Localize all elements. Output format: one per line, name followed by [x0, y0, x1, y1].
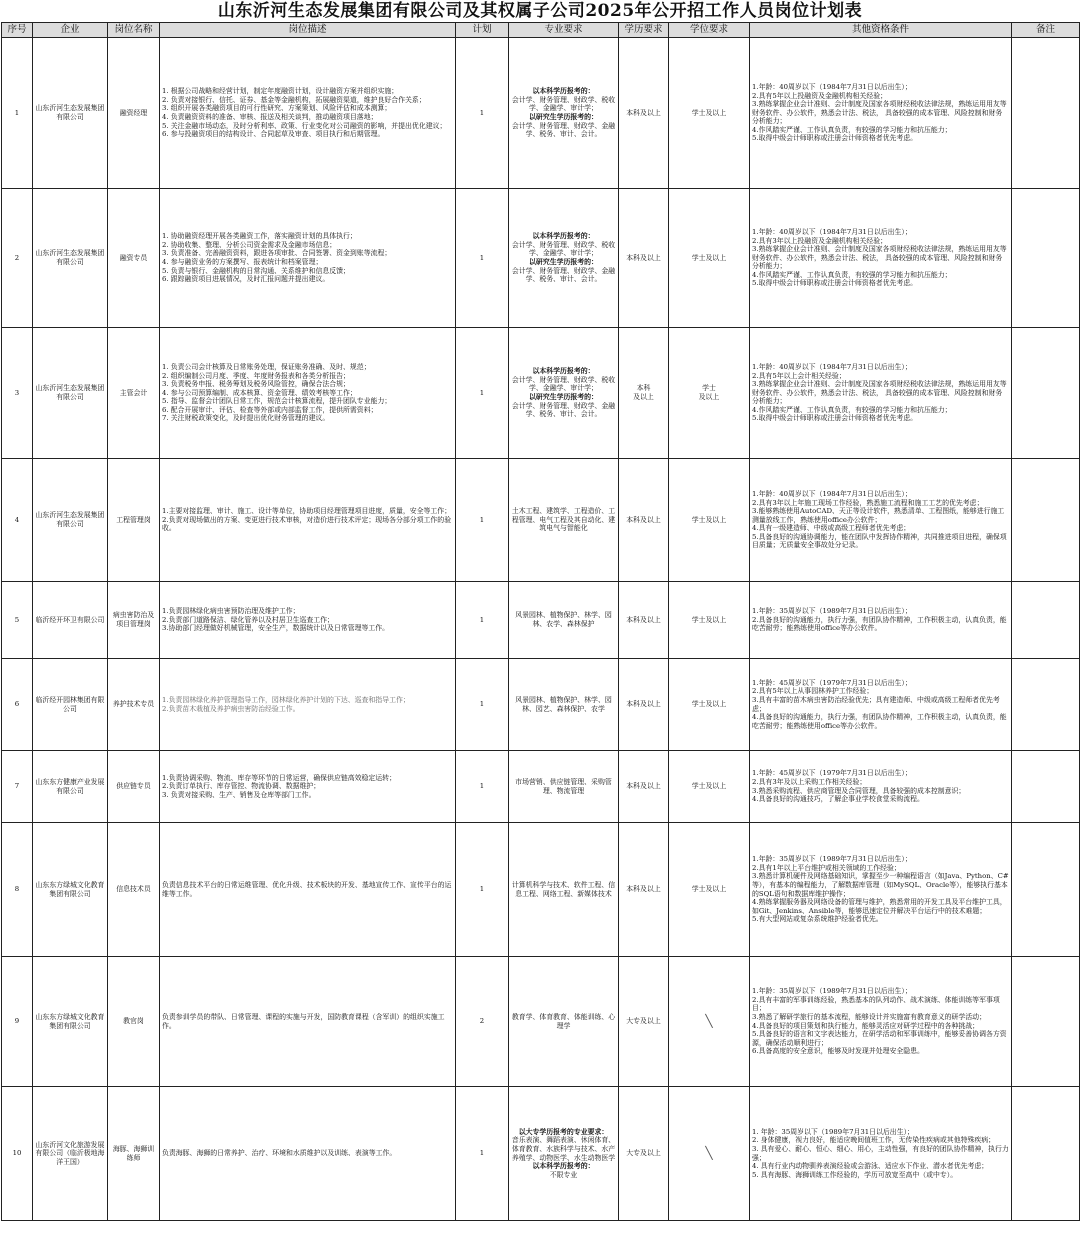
row-number — [2, 189, 33, 328]
plan-count-text: 1 — [479, 1149, 485, 1158]
position-name — [108, 582, 160, 659]
position-name — [108, 751, 160, 823]
company-name — [33, 957, 108, 1087]
qualification-line: 4.具备良好的沟通能力，执行力强，有团队协作精神，工作积极主动，认真负责，能吃苦耐劳；能熟练使用office等办公软件。 — [752, 713, 1007, 730]
qualification-line: 5. 具有海豚、海狮训练工作经验的，学历可放宽至高中（或中专）。 — [752, 1170, 958, 1179]
plan-count-text: 1 — [479, 515, 485, 524]
header-company: 企业 — [33, 23, 108, 38]
company-name — [33, 659, 108, 751]
position-name — [108, 1087, 160, 1221]
education-text: 本科及以上 — [626, 515, 661, 524]
degree-text: 学士及以上 — [691, 108, 727, 117]
position-description — [160, 328, 456, 459]
education-requirement — [619, 957, 669, 1087]
plan-count — [456, 823, 509, 957]
education-requirement — [619, 459, 669, 582]
degree-text: ╲ — [705, 1146, 713, 1161]
education-text: 本科及以上 — [626, 885, 661, 894]
company-name-text: 山东沂河生态发展集团有限公司 — [35, 249, 105, 266]
major-text: 土木工程、建筑学、工程造价、工程管理、电气工程及其自动化、建筑电气与智能化 — [511, 507, 616, 533]
major-bachelor-label: 以大专学历报考的专业要求： — [518, 1127, 609, 1136]
other-qualifications — [750, 751, 1012, 823]
row-number — [2, 751, 33, 823]
description-line: 6. 配合开展审计、评估、检查等外部或内部监督工作，提供所需资料； — [162, 405, 378, 414]
other-qualifications — [750, 582, 1012, 659]
row-number-text: 4 — [14, 515, 20, 524]
degree-text: 学士及以上 — [691, 515, 727, 524]
degree-requirement — [669, 659, 750, 751]
description-line: 2. 协助收集、整理、分析公司资金需求及金融市场信息； — [162, 240, 337, 249]
row-number — [2, 328, 33, 459]
company-name — [33, 189, 108, 328]
position-name-text: 工程管理岗 — [116, 515, 151, 524]
plan-count-text: 1 — [479, 253, 485, 262]
table-row — [2, 1087, 1080, 1221]
major-bachelor-list: 会计学、财务管理、财政学、税收学、金融学、审计学； — [511, 95, 616, 113]
plan-count-text: 1 — [479, 615, 485, 624]
degree-requirement — [669, 823, 750, 957]
description-line: 2.负责苗木栽植及养护病虫害防治经验工作。 — [162, 704, 300, 713]
description-line: 1. 协助融资经理开展各类融资工作，落实融资计划的具体执行； — [162, 232, 357, 241]
recruitment-table — [1, 22, 1080, 1221]
row-number-text: 3 — [14, 388, 20, 397]
qualification-line: 1.年龄：45周岁以下（1979年7月31日以后出生）； — [752, 769, 912, 778]
degree-text: 学士 及以上 — [698, 384, 720, 401]
company-name-text: 山东东方绿城文化教育集团有限公司 — [35, 880, 105, 898]
header-major: 专业要求 — [509, 23, 619, 38]
major-bachelor-label: 以本科学历报考的： — [532, 232, 595, 241]
major-requirement — [509, 957, 619, 1087]
degree-text: 学士及以上 — [691, 885, 727, 894]
qualification-line: 3.熟练掌握企业会计准则、会计制度及国家各项财经税收法律法规，熟练运用用友等财务软件、办公软件，熟悉会计法、税法， 具备较强的成本管理、风险控制和财务分析能力； — [752, 100, 1007, 126]
position-name — [108, 459, 160, 582]
education-text: 本科及以上 — [626, 253, 661, 262]
qualification-line: 3.能够熟练使用AutoCAD、天正等设计软件，熟悉清单、工程图纸，能够进行施工测量放线工作，熟练使用office办公软件； — [752, 507, 1005, 524]
qualification-line: 2.具有5年以上从事园林养护工作经验； — [752, 687, 874, 696]
note — [1012, 751, 1080, 823]
education-text: 本科及以上 — [626, 615, 661, 624]
qualification-line: 4.具有一级建造师、中级或高级工程师者优先考虑； — [752, 524, 911, 533]
qualification-line: 4.熟练掌握服务器及网络设备的管理与维护，熟悉常用的开发工具及平台维护工具，如Git、Jenkins、Ansible等，能够迅速定位并解决平台运行中的技术难题； — [752, 898, 1007, 915]
row-number — [2, 1087, 33, 1221]
qualification-line: 4.具备良好的沟通技巧，了解企事业学校食堂采购流程。 — [752, 795, 924, 804]
description-line: 1.负责园林绿化养护管理指导工作，园林绿化养护计划的下达、巡查和指导工作； — [162, 695, 410, 704]
description-line: 2. 负责对接银行、信托、证券、基金等金融机构，拓展融资渠道，维护良好合作关系； — [162, 95, 426, 104]
note — [1012, 459, 1080, 582]
qualification-line: 4.作风踏实严谨、工作认真负责，有较强的学习能力和抗压能力； — [752, 125, 952, 134]
company-name — [33, 823, 108, 957]
degree-requirement — [669, 957, 750, 1087]
degree-text: 学士及以上 — [691, 615, 727, 624]
major-text: 风景园林、植物保护、林学、园林、园艺、森林保护、农学 — [515, 695, 612, 713]
description-line: 1.负责协调采购、物流、库存等环节的日常运营，确保供应链高效稳定运转； — [162, 773, 396, 782]
company-name — [33, 459, 108, 582]
qualification-line: 2.具有5年以上投融资及金融机构相关经验； — [752, 91, 887, 100]
qualification-line: 1. 年龄：35周岁以下（1989年7月31日以后出生）； — [752, 1127, 914, 1136]
major-requirement — [509, 751, 619, 823]
qualification-line: 5.取得中级会计师职称或注册会计师资格者优先考虑。 — [752, 414, 918, 423]
position-name-text: 信息技术员 — [116, 885, 151, 894]
description-line: 5. 关注金融市场动态，及时分析利率、政策、行业变化对公司融资的影响，并提出优化建议； — [162, 121, 447, 130]
position-description — [160, 582, 456, 659]
qualification-line: 2.具有3年以上投融资及金融机构相关经验； — [752, 236, 887, 245]
education-text: 本科及以上 — [626, 782, 661, 791]
row-number — [2, 957, 33, 1087]
table-row — [2, 957, 1080, 1087]
major-bachelor-list: 会计学、财务管理、财政学、税收学、金融学、审计学； — [511, 240, 616, 258]
degree-requirement — [669, 582, 750, 659]
row-number-text: 1 — [14, 108, 20, 117]
position-description — [160, 459, 456, 582]
qualification-line: 3.熟悉了解研学旅行的基本流程，能够设计并实施富有教育意义的研学活动； — [752, 1012, 986, 1021]
description-line: 负责参训学员的带队、日常管理、课程的实施与开发，国防教育课程（含军训）的组织实施工作。 — [162, 1012, 445, 1030]
table-row — [2, 823, 1080, 957]
company-name — [33, 582, 108, 659]
major-graduate-list: 不限专业 — [549, 1170, 578, 1179]
qualification-line: 5.具备良好的沟通协调能力，能在团队中发挥协作精神，共同推进项目进程，确保项目质量；无质量安全事故处分记录。 — [752, 532, 1007, 550]
qualification-line: 3. 具有爱心、耐心、恒心、细心、用心，主动性强，有良好的团队协作精神，执行力强； — [752, 1144, 1009, 1162]
note — [1012, 823, 1080, 957]
qualification-line: 4.作风踏实严谨、工作认真负责，有较强的学习能力和抗压能力； — [752, 405, 952, 414]
qualification-line: 3.熟悉计算机硬件及网络基础知识，掌握至少一种编程语言（如Java、Python、C#等），有基本的编程能力，了解数据库管理（如MySQL、Oracle等），能够执行基本的SQL语句和数据库维护操作； — [752, 872, 1009, 898]
major-graduate-list: 会计学、财务管理、财政学、金融学、税务、审计、会计。 — [511, 266, 616, 284]
description-line: 5. 指导、监督会计团队日常工作，规范会计核算流程，提升团队专业能力； — [162, 397, 392, 406]
company-name-text: 山东沂河生态发展集团有限公司 — [35, 511, 105, 528]
note — [1012, 328, 1080, 459]
position-name-text: 养护技术专员 — [112, 700, 155, 709]
row-number — [2, 823, 33, 957]
description-line: 1.负责园林绿化病虫害预防治理及维护工作； — [162, 607, 300, 616]
description-line: 4. 负责融资资料的准备、审核、报送及相关谈判，推动融资项目落地； — [162, 113, 378, 121]
plan-count-text: 2 — [479, 1017, 485, 1026]
header-description: 岗位描述 — [160, 23, 456, 38]
description-line: 6. 参与投融资项目的结构设计、合同起草及审查、项目执行和后期管理。 — [162, 130, 385, 139]
qualification-line: 1.年龄：45周岁以下（1979年7月31日以后出生）； — [752, 678, 912, 687]
education-requirement — [619, 582, 669, 659]
degree-requirement — [669, 459, 750, 582]
note — [1012, 1087, 1080, 1221]
qualification-line: 3.熟悉采购流程、供应商管理及合同管理，具备较强的成本控制意识； — [752, 786, 966, 795]
table-row — [2, 328, 1080, 459]
note — [1012, 957, 1080, 1087]
description-line: 6. 跟踪融资项目进展情况，及时汇报问题并提出建议。 — [162, 275, 330, 284]
qualification-line: 3.熟练掌握企业会计准则、会计制度及国家各项财经税收法律法规，熟练运用用友等财务软件、办公软件，熟悉会计法、税法， 具备较强的成本管理、风险控制和财务分析能力； — [752, 380, 1007, 406]
major-requirement — [509, 823, 619, 957]
description-line: 1. 负责公司会计核算及日常账务处理，保证账务准确、及时、规范； — [162, 362, 371, 371]
plan-count — [456, 659, 509, 751]
plan-count — [456, 328, 509, 459]
position-description — [160, 823, 456, 957]
plan-count-text: 1 — [479, 388, 485, 397]
other-qualifications — [750, 189, 1012, 328]
major-bachelor-label: 以本科学历报考的： — [532, 87, 595, 96]
row-number-text: 7 — [14, 782, 20, 791]
header-education: 学历要求 — [619, 23, 669, 38]
description-line: 4. 参与融资业务的方案撰写、报表统计和档案管理； — [162, 258, 323, 266]
plan-count — [456, 751, 509, 823]
page-title: 山东沂河生态发展集团有限公司及其权属子公司2025年公开招工作人员岗位计划表 — [217, 1, 863, 21]
row-number — [2, 459, 33, 582]
plan-count — [456, 189, 509, 328]
company-name-text: 山东东方健康产业发展有限公司 — [35, 777, 105, 795]
row-number-text: 9 — [14, 1017, 20, 1026]
position-name — [108, 957, 160, 1087]
major-requirement — [509, 38, 619, 189]
major-text: 计算机科学与技术、软件工程、信息工程、网络工程、新媒体技术 — [511, 880, 616, 898]
education-requirement — [619, 38, 669, 189]
description-line: 2.负责部门道路保洁、绿化管养以及村居卫生巡查工作； — [162, 615, 334, 624]
degree-text: 学士及以上 — [691, 700, 727, 709]
major-text: 教育学、体育教育、体能训练、心理学 — [511, 1012, 616, 1030]
other-qualifications — [750, 823, 1012, 957]
plan-count — [456, 957, 509, 1087]
note — [1012, 189, 1080, 328]
major-graduate-label: 以研究生学历报考的： — [529, 258, 598, 266]
row-number-text: 2 — [14, 253, 20, 262]
qualification-line: 6.具备高度的安全意识，能够及时发现并处理安全隐患。 — [752, 1047, 924, 1056]
other-qualifications — [750, 1087, 1012, 1221]
position-description — [160, 189, 456, 328]
major-graduate-label: 以研究生学历报考的： — [529, 393, 598, 401]
education-requirement — [619, 751, 669, 823]
description-line: 2.负责订单执行、库存管控、物流协调、数据维护； — [162, 782, 321, 791]
qualification-line: 2.具有3年及以上采购工作相关经验； — [752, 777, 867, 786]
position-name-text: 海豚、海狮训练师 — [112, 1144, 155, 1162]
major-text: 市场营销、供应链管理、采购管理、物流管理 — [515, 777, 612, 795]
row-number-text: 8 — [14, 885, 20, 894]
description-line: 3. 负责准备、完善融资资料，跟进各项审批、合同签署、资金到账等流程； — [162, 249, 392, 258]
row-number-text: 6 — [14, 700, 20, 709]
qualification-line: 1.年龄：40周岁以下（1984年7月31日以后出生）； — [752, 82, 912, 91]
education-requirement — [619, 823, 669, 957]
other-qualifications — [750, 459, 1012, 582]
position-description — [160, 751, 456, 823]
degree-requirement — [669, 1087, 750, 1221]
description-line: 负责信息技术平台的日常运维管理、优化升级、技术板块的开发、基地宣传工作、宣传平台的运维等工作。 — [162, 880, 452, 898]
table-row — [2, 459, 1080, 582]
qualification-line: 2.具备良好的沟通能力，执行力强，有团队协作精神，工作积极主动，认真负责，能吃苦耐劳；能熟练使用office等办公软件。 — [752, 615, 1007, 633]
education-requirement — [619, 189, 669, 328]
position-name-text: 教官岗 — [123, 1017, 144, 1026]
description-line: 3. 负责税务申报、税务筹划及税务风险管控，确保合法合规； — [162, 380, 350, 389]
header-plan: 计划 — [456, 23, 509, 38]
description-line: 2. 组织编制公司月度、季度、年度财务报表和各类分析报告； — [162, 371, 350, 380]
header-note: 备注 — [1012, 23, 1080, 38]
position-description — [160, 38, 456, 189]
row-number — [2, 582, 33, 659]
qualification-line: 3.熟练掌握企业会计准则、会计制度及国家各项财经税收法律法规，熟练运用用友等财务软件、办公软件，熟悉会计法、税法， 具备较强的成本管理、风险控制和财务分析能力； — [752, 245, 1007, 271]
row-number-text: 5 — [14, 615, 20, 624]
major-text: 风景园林、植物保护、林学、园林、农学、森林保护 — [515, 611, 612, 628]
plan-count — [456, 582, 509, 659]
position-description — [160, 659, 456, 751]
header-no: 序号 — [2, 23, 33, 38]
qualification-line: 1.年龄：35周岁以下（1989年7月31日以后出生）； — [752, 855, 912, 864]
degree-text: 学士及以上 — [691, 782, 727, 791]
company-name — [33, 751, 108, 823]
header-other: 其他资格条件 — [750, 23, 1012, 38]
qualification-line: 1.年龄：35周岁以下（1989年7月31日以后出生）； — [752, 607, 912, 616]
qualification-line: 1.年龄：40周岁以下（1984年7月31日以后出生）； — [752, 489, 912, 498]
major-requirement — [509, 582, 619, 659]
position-name — [108, 189, 160, 328]
plan-count-text: 1 — [479, 700, 485, 709]
qualification-line: 4.具备良好的项目策划和执行能力，能够灵活应对研学过程中的各种挑战； — [752, 1021, 980, 1030]
company-name-text: 山东东方绿城文化教育集团有限公司 — [35, 1012, 105, 1030]
degree-requirement — [669, 38, 750, 189]
qualification-line: 1.年龄：35周岁以下（1989年7月31日以后出生）； — [752, 987, 912, 996]
education-text: 大专及以上 — [626, 1149, 661, 1158]
header-row — [2, 23, 1080, 38]
major-bachelor-list: 音乐表演、舞蹈表演、休闲体育、体育教育、水族科学与技术、水产养殖学、动物医学、水生动物医学 — [511, 1136, 616, 1162]
description-line: 7. 关注财税政策变化，及时提出优化财务管理的建议。 — [162, 414, 330, 423]
header-degree: 学位要求 — [669, 23, 750, 38]
company-name-text: 临沂经开环卫有限公司 — [35, 615, 105, 624]
row-number — [2, 659, 33, 751]
position-name — [108, 38, 160, 189]
position-name-text: 融资经理 — [119, 108, 148, 117]
row-number-text: 10 — [12, 1149, 22, 1158]
position-name-text: 病虫害防治及项目管理岗 — [112, 611, 155, 628]
other-qualifications — [750, 38, 1012, 189]
header-position: 岗位名称 — [108, 23, 160, 38]
qualification-line: 5.有大型网站或复杂系统维护经验者优先。 — [752, 915, 883, 924]
company-name-text: 山东沂河生态发展集团有限公司 — [35, 384, 105, 401]
table-row — [2, 659, 1080, 751]
major-requirement — [509, 459, 619, 582]
table-row — [2, 582, 1080, 659]
major-graduate-label: 以研究生学历报考的： — [529, 113, 598, 121]
table-row — [2, 189, 1080, 328]
education-text: 大专及以上 — [626, 1017, 661, 1026]
plan-count-text: 1 — [479, 885, 485, 894]
qualification-line: 1.年龄：40周岁以下（1984年7月31日以后出生）； — [752, 362, 912, 371]
plan-count — [456, 459, 509, 582]
description-line: 1.主要对接监理、审计、施工、设计等单位，协助项目经理管理项目进度，质量，安全等工作； — [162, 507, 452, 516]
qualification-line: 2.具有1年以上平台维护或相关领域的工作经验； — [752, 863, 901, 872]
description-line: 1. 根据公司战略和经营计划，制定年度融资计划，设计融资方案并组织实施； — [162, 87, 399, 96]
company-name-text: 临沂经开园林集团有限公司 — [35, 695, 105, 713]
major-bachelor-list: 会计学、财务管理、财政学、税收学、金融学、审计学； — [511, 375, 616, 393]
description-line: 3. 组织开展各类融资项目的可行性研究、方案策划、风险评估和成本测算； — [162, 104, 392, 113]
qualification-line: 4. 具有行业内动物驯养表演经验或会游泳、适应水下作业、潜水者优先考虑； — [752, 1162, 989, 1171]
degree-requirement — [669, 328, 750, 459]
plan-count-text: 1 — [479, 782, 485, 791]
education-requirement — [619, 659, 669, 751]
qualification-line: 2.具有丰富的军事训练经验，熟悉基本的队列动作、战术演练、体能训练等军事项目； — [752, 995, 1000, 1013]
note — [1012, 659, 1080, 751]
qualification-line: 2.具有5年以上会计相关经验； — [752, 371, 846, 380]
description-line: 4. 参与公司预算编制、成本核算、资金管理、绩效考核等工作； — [162, 388, 357, 397]
position-name — [108, 659, 160, 751]
plan-count — [456, 1087, 509, 1221]
company-name — [33, 38, 108, 189]
note — [1012, 582, 1080, 659]
note — [1012, 38, 1080, 189]
company-name — [33, 1087, 108, 1221]
education-requirement — [619, 328, 669, 459]
position-name — [108, 823, 160, 957]
qualification-line: 5.取得中级会计师职称或注册会计师资格者优先考虑。 — [752, 279, 918, 288]
degree-text: 学士及以上 — [691, 253, 727, 262]
major-requirement — [509, 1087, 619, 1221]
plan-count — [456, 38, 509, 189]
description-line: 2.负责对现场做出的方案、变更进行技术审核，对造价进行技术评定；现场各分部分项工作的验收。 — [162, 515, 452, 533]
major-graduate-list: 会计学、财务管理、财政学、金融学、税务、审计、会计。 — [511, 401, 616, 419]
plan-count-text: 1 — [479, 108, 485, 117]
qualification-line: 1.年龄：40周岁以下（1984年7月31日以后出生）； — [752, 227, 912, 236]
major-requirement — [509, 659, 619, 751]
degree-requirement — [669, 751, 750, 823]
company-name-text: 山东沂河文化旅游发展有限公司（临沂极地海洋王国） — [35, 1140, 105, 1166]
major-requirement — [509, 189, 619, 328]
other-qualifications — [750, 957, 1012, 1087]
major-bachelor-label: 以本科学历报考的： — [532, 367, 595, 376]
description-line: 3.协助部门经理做好机械管理，安全生产，数据统计以及日常管理等工作。 — [162, 624, 390, 633]
table-row — [2, 38, 1080, 189]
major-graduate-list: 会计学、财务管理、财政学、金融学、税务、审计、会计。 — [511, 121, 616, 139]
other-qualifications — [750, 659, 1012, 751]
major-requirement — [509, 328, 619, 459]
qualification-line: 2.具有3年以上年施工现场工作经验，熟悉施工流程和施工工艺的优先考虑； — [752, 498, 984, 507]
education-text: 本科 及以上 — [633, 384, 654, 401]
company-name — [33, 328, 108, 459]
education-text: 本科及以上 — [626, 108, 661, 117]
qualification-line: 5.具备良好的语言和文字表达能力，在研学活动和军事训练中，能够妥善协调各方资源，确保活动顺利进行； — [752, 1030, 1007, 1047]
qualification-line: 4.作风踏实严谨、工作认真负责，有较强的学习能力和抗压能力； — [752, 270, 952, 279]
position-name-text: 融资专员 — [119, 253, 148, 262]
company-name-text: 山东沂河生态发展集团有限公司 — [35, 104, 105, 121]
qualification-line: 5.取得中级会计师职称或注册会计师资格者优先考虑。 — [752, 134, 918, 143]
description-line: 3. 负责对接采购、生产、销售及仓库等部门工作。 — [162, 790, 316, 799]
degree-text: ╲ — [705, 1014, 713, 1029]
position-description — [160, 957, 456, 1087]
other-qualifications — [750, 328, 1012, 459]
qualification-line: 3.具有丰富的苗木病虫害防治经验优先；具有建造师、中级或高级工程师者优先考虑； — [752, 695, 1000, 713]
row-number — [2, 38, 33, 189]
major-graduate-label: 以本科学历报考的： — [532, 1162, 595, 1171]
table-row — [2, 751, 1080, 823]
education-requirement — [619, 1087, 669, 1221]
education-text: 本科及以上 — [626, 700, 661, 709]
description-line: 5. 负责与银行、金融机构的日常沟通、关系维护和信息反馈； — [162, 266, 350, 275]
position-name — [108, 328, 160, 459]
position-name-text: 主管会计 — [119, 388, 148, 397]
qualification-line: 2. 身体健康，视力良好，能适应晚间值班工作，无传染性疾病或其他特殊疾病； — [752, 1136, 996, 1145]
position-description — [160, 1087, 456, 1221]
position-name-text: 供应链专员 — [116, 782, 151, 791]
description-line: 负责海豚、海狮的日常养护、治疗、环境和水质维护以及训练、表演等工作。 — [162, 1149, 397, 1158]
degree-requirement — [669, 189, 750, 328]
